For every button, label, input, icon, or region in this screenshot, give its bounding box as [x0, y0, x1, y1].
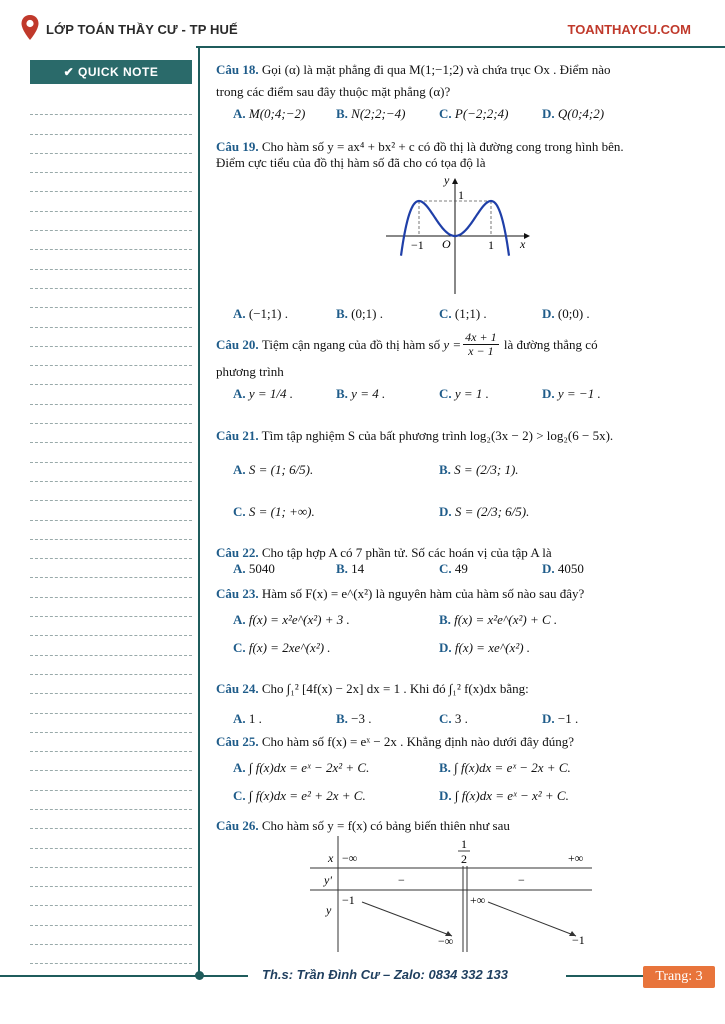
note-line [30, 385, 192, 404]
option-b[interactable]: B. S = (2/3; 1). [439, 462, 519, 477]
option-d[interactable]: D. S = (2/3; 6/5). [439, 504, 530, 519]
options-row [216, 504, 686, 520]
x-axis-label: x [520, 237, 526, 251]
footer-dot [195, 971, 204, 980]
note-line [30, 154, 192, 173]
option-d[interactable]: D. Q(0;4;2) [542, 106, 605, 121]
note-line [30, 347, 192, 366]
location-pin-icon [20, 14, 40, 42]
tick-label-y1: 1 [458, 188, 464, 202]
function-graph [384, 176, 530, 298]
question-text: phương trình [216, 364, 284, 379]
page-number: Trang: 3 [643, 966, 715, 988]
header-divider [196, 46, 725, 48]
x-right-value: +∞ [568, 851, 584, 865]
options-row [216, 106, 686, 122]
y-left-bottom: −∞ [438, 934, 454, 948]
note-line [30, 405, 192, 424]
note-line [30, 906, 192, 925]
option-a[interactable]: A. ∫ f(x)dx = eˣ − 2x² + C. [233, 760, 370, 775]
x-left-value: −∞ [342, 851, 358, 865]
note-line [30, 501, 192, 520]
note-line [30, 231, 192, 250]
function-lhs: y = [443, 336, 462, 352]
note-line [30, 463, 192, 482]
question-text: Hàm số F(x) = e^(x²) là nguyên hàm của hàm số nào sau đây? [261, 586, 585, 601]
options-row [216, 612, 686, 628]
note-line [30, 868, 192, 887]
note-line [30, 289, 192, 308]
tick-label-neg1: −1 [411, 238, 424, 252]
question-22 [216, 545, 686, 577]
option-d[interactable]: D. 4050 [542, 561, 584, 576]
option-c[interactable]: C. f(x) = 2xe^(x²) . [233, 640, 331, 655]
sidebar-divider [198, 46, 200, 976]
question-18 [216, 62, 686, 122]
question-21 [216, 428, 686, 520]
note-line [30, 559, 192, 578]
option-d[interactable]: D. (0;0) . [542, 306, 590, 321]
y-prime-right-sign: − [518, 873, 525, 887]
note-line [30, 443, 192, 462]
options-row [216, 462, 686, 478]
site-url: TOANTHAYCU.COM [567, 22, 691, 37]
note-line [30, 135, 192, 154]
note-line [30, 192, 192, 211]
note-line [30, 752, 192, 771]
y-left-top: −1 [342, 893, 355, 907]
note-line [30, 945, 192, 964]
note-line [30, 328, 192, 347]
question-text: Cho hàm số f(x) = eˣ − 2x . Khẳng định nào dưới đây đúng? [261, 734, 575, 749]
note-line [30, 578, 192, 597]
note-line [30, 694, 192, 713]
note-line [30, 250, 192, 269]
variation-table [310, 836, 592, 952]
options-row [216, 640, 686, 656]
tick-label-pos1: 1 [488, 238, 494, 252]
row-label-y: y [326, 903, 332, 917]
question-text: Cho ∫₁² [4f(x) − 2x] dx = 1 . Khi đó ∫₁² f(x)dx bằng: [261, 681, 529, 696]
option-b[interactable]: B. ∫ f(x)dx = eˣ − 2x + C. [439, 760, 571, 775]
y-right-bottom: −1 [572, 933, 585, 947]
question-text: Cho hàm số y = ax⁴ + bx² + c có đồ thị là đường cong trong hình bên. [261, 139, 624, 154]
option-c[interactable]: C. S = (1; +∞). [233, 504, 315, 519]
option-b[interactable]: B. f(x) = x²e^(x²) + C . [439, 612, 558, 627]
quick-note-header: ✔ QUICK NOTE [30, 60, 192, 84]
note-line [30, 173, 192, 192]
options-row [216, 386, 686, 402]
row-label-y-prime: y' [324, 873, 332, 887]
note-line [30, 270, 192, 289]
question-text: Gọi (α) là mặt phẳng đi qua M(1;−1;2) và chứa trục Ox . Điểm nào [261, 62, 611, 77]
note-line [30, 366, 192, 385]
question-text: Điểm cực tiểu của đồ thị hàm số đã cho có tọa độ là [216, 155, 486, 170]
note-line [30, 849, 192, 868]
question-text: Cho hàm số y = f(x) có bảng biến thiên như sau [261, 818, 510, 833]
note-line [30, 521, 192, 540]
y-right-top: +∞ [470, 893, 486, 907]
x-mid-numerator: 1 [461, 837, 467, 851]
options-row [216, 760, 686, 776]
note-line [30, 540, 192, 559]
note-line [30, 96, 192, 115]
option-b[interactable]: B. N(2;2;−4) [336, 106, 406, 121]
site-title: LỚP TOÁN THẦY CƯ - TP HUẾ [46, 22, 238, 37]
question-20 [216, 331, 686, 402]
option-c[interactable]: C. P(−2;2;4) [439, 106, 509, 121]
note-line [30, 212, 192, 231]
option-a[interactable]: A. M(0;4;−2) [233, 106, 306, 121]
question-label: Câu 18. [216, 62, 259, 77]
option-d[interactable]: D. y = −1 . [542, 386, 601, 401]
options-row [216, 788, 686, 804]
y-axis-label: y [444, 176, 450, 187]
note-line [30, 771, 192, 790]
note-line [30, 636, 192, 655]
option-a[interactable]: A. f(x) = x²e^(x²) + 3 . [233, 612, 350, 627]
option-c[interactable]: C. ∫ f(x)dx = e² + 2x + C. [233, 788, 366, 803]
question-label: Câu 25. [216, 734, 259, 749]
option-d[interactable]: D. ∫ f(x)dx = eˣ − x² + C. [439, 788, 569, 803]
origin-label: O [442, 237, 451, 251]
question-label: Câu 23. [216, 586, 259, 601]
row-label-x: x [328, 851, 334, 865]
note-line [30, 810, 192, 829]
question-text: Tiệm cận ngang của đồ thị hàm số [261, 336, 441, 352]
note-line [30, 656, 192, 675]
option-a[interactable]: A. 5040 [233, 561, 275, 576]
options-row [216, 561, 686, 577]
footer-line-right [566, 975, 644, 977]
question-26 [216, 818, 686, 834]
note-line [30, 675, 192, 694]
option-b[interactable]: B. 14 [336, 561, 365, 576]
option-b[interactable]: B. −3 . [336, 711, 372, 726]
note-line [30, 829, 192, 848]
note-line [30, 714, 192, 733]
note-line [30, 482, 192, 501]
question-text: trong các điểm sau đây thuộc mặt phẳng (α)? [216, 84, 451, 99]
question-19 [216, 139, 686, 171]
option-c[interactable]: C. 49 [439, 561, 468, 576]
note-line [30, 617, 192, 636]
question-label: Câu 19. [216, 139, 259, 154]
option-b[interactable]: B. y = 4 . [336, 386, 386, 401]
y-prime-left-sign: − [398, 873, 405, 887]
footer-author: Th.s: Trần Đình Cư – Zalo: 0834 332 133 [262, 967, 509, 982]
note-line [30, 926, 192, 945]
option-d[interactable]: D. −1 . [542, 711, 579, 726]
note-line [30, 424, 192, 443]
option-d[interactable]: D. f(x) = xe^(x²) . [439, 640, 531, 655]
footer-line-left [0, 975, 248, 977]
option-c[interactable]: C. 3 . [439, 711, 468, 726]
question-19-options [216, 306, 686, 322]
options-row [216, 711, 686, 727]
option-a[interactable]: A. (−1;1) . [233, 306, 288, 321]
note-line [30, 791, 192, 810]
question-label: Câu 20. [216, 336, 259, 352]
x-mid-denominator: 2 [461, 852, 467, 866]
option-a[interactable]: A. 1 . [233, 711, 262, 726]
question-label: Câu 21. [216, 428, 259, 443]
question-23 [216, 586, 686, 656]
option-c[interactable]: C. (1;1) . [439, 306, 487, 321]
note-line [30, 308, 192, 327]
question-25 [216, 734, 686, 804]
question-label: Câu 26. [216, 818, 259, 833]
question-24 [216, 681, 686, 727]
fraction: $\frac{4x + 1}{x - 1}$ [465, 330, 497, 358]
note-line [30, 115, 192, 134]
option-c[interactable]: C. y = 1 . [439, 386, 489, 401]
note-line [30, 733, 192, 752]
note-lines [30, 96, 192, 964]
question-label: Câu 22. [216, 545, 259, 560]
page-header [0, 0, 725, 58]
question-text: Tìm tập nghiệm S của bất phương trình log₂(3x − 2) > log₂(6 − 5x). [261, 428, 614, 443]
note-line [30, 887, 192, 906]
question-text: là đường thẳng có [503, 336, 598, 352]
note-line [30, 598, 192, 617]
question-text: Cho tập hợp A có 7 phần tử. Số các hoán vị của tập A là [261, 545, 552, 560]
option-b[interactable]: B. (0;1) . [336, 306, 383, 321]
option-a[interactable]: A. y = 1/4 . [233, 386, 294, 401]
question-label: Câu 24. [216, 681, 259, 696]
option-a[interactable]: A. S = (1; 6/5). [233, 462, 314, 477]
